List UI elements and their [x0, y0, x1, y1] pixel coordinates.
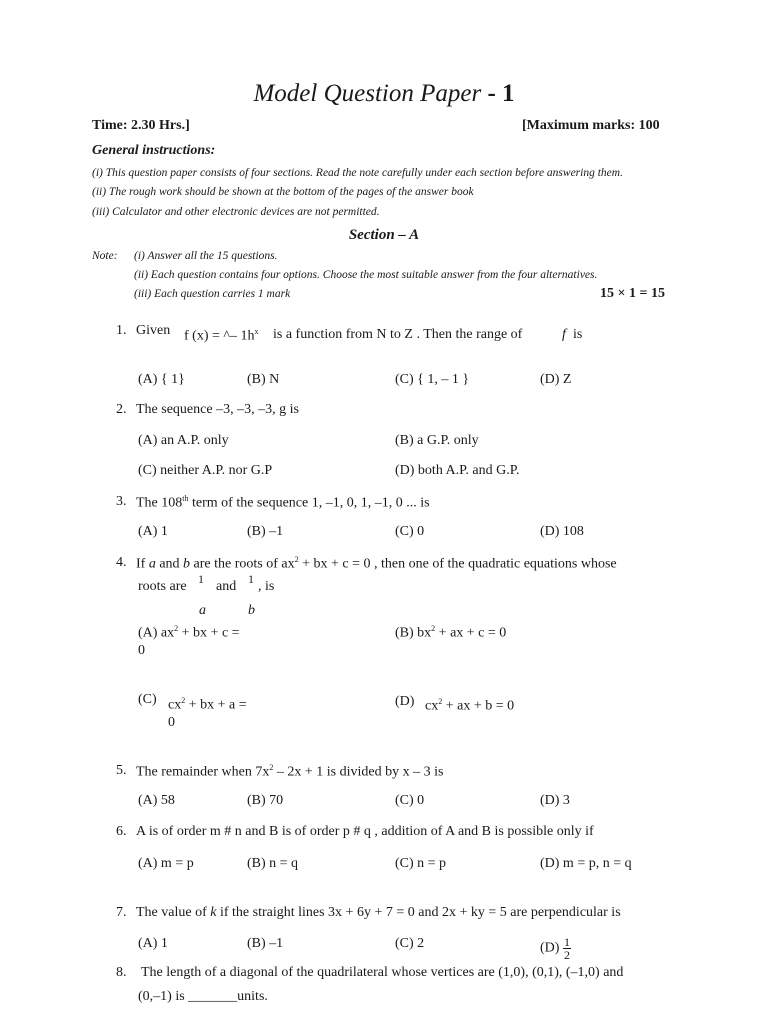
fraction-numerator: 1: [198, 572, 204, 586]
option-b: (B) a G.P. only: [395, 433, 479, 448]
fraction-denominator: b: [248, 603, 255, 618]
question-text: is: [573, 327, 583, 342]
question-text: f (x) = ^– $1h^x$: [184, 327, 259, 344]
option-a-continued: 0: [138, 643, 145, 658]
option-b: (B) N: [247, 372, 280, 387]
option-c: $cx^2$ + bx + a =: [168, 696, 247, 713]
question-text: The 108th term of the sequence 1, –1, 0, 1, –1, 0 ... is: [136, 494, 430, 511]
option-d: $cx^2$ + ax + b = 0: [425, 697, 515, 714]
max-marks-label: [Maximum marks: 100: [522, 118, 660, 133]
option-d: (D) both A.P. and G.P.: [395, 463, 520, 478]
time-label: Time: 2.30 Hrs.]: [92, 118, 190, 133]
question-number: 6.: [116, 824, 127, 839]
question-text: The value of k if the straight lines 3x + 6y + 7 = 0 and 2x + ky = 5 are perpendicular is: [136, 905, 621, 920]
fraction-one-half: $\frac{1}{2}$: [563, 935, 570, 962]
paper-title-number: - 1: [487, 80, 515, 107]
option-b: (B) n = q: [247, 856, 299, 871]
question-text: The remainder when $7x^2 - 2x + 1$ is divided by x – 3 is: [136, 763, 444, 780]
fraction-numerator: 1: [248, 572, 254, 586]
option-c-label: (C): [138, 692, 157, 707]
question-text: A is of order m # n and B is of order p # q , addition of A and B is possible only if: [136, 824, 594, 839]
option-a: (A) $ax^2$ + bx + c =: [138, 624, 240, 641]
section-marks: 15 × 1 = 15: [600, 286, 665, 301]
option-b: (B) –1: [247, 936, 284, 951]
option-d: (D) 108: [540, 524, 584, 539]
question-number: 7.: [116, 905, 127, 920]
instruction-item: (i) This question paper consists of four sections. Read the note carefully under each section before answering them.: [92, 167, 623, 179]
option-a: (A) { 1}: [138, 372, 185, 387]
note-item: (ii) Each question contains four options. Choose the most suitable answer from the four alternatives.: [134, 269, 598, 281]
question-number: 4.: [116, 555, 127, 570]
question-text: roots are: [138, 579, 187, 594]
question-number: 1.: [116, 323, 127, 338]
option-d: (D) Z: [540, 372, 572, 387]
question-text: and: [216, 579, 237, 594]
question-text: If a and b are the roots of $ax^2$ + bx + c = 0 , then one of the quadratic equations whose: [136, 555, 617, 572]
instruction-item: (iii) Calculator and other electronic devices are not permitted.: [92, 206, 380, 218]
paper-title: [0, 80, 768, 108]
instruction-item: (ii) The rough work should be shown at the bottom of the pages of the answer book: [92, 186, 474, 198]
question-text: (0,–1) is _______units.: [138, 989, 268, 1004]
section-heading: Section – A: [348, 227, 420, 243]
question-text: f: [562, 327, 566, 342]
question-text: The length of a diagonal of the quadrilateral whose vertices are (1,0), (0,1), (–1,0) and: [141, 965, 624, 980]
option-c: (C) 2: [395, 936, 425, 951]
option-b: (B) –1: [247, 524, 284, 539]
option-a: (A) 1: [138, 524, 168, 539]
general-instructions-heading: General instructions:: [92, 143, 216, 158]
option-a: (A) an A.P. only: [138, 433, 229, 448]
option-c: (C) neither A.P. nor G.P: [138, 463, 273, 478]
option-b: (B) 70: [247, 793, 284, 808]
option-c-continued: 0: [168, 715, 175, 730]
paper-title-main: Model Question Paper: [253, 80, 482, 107]
option-c: (C) 0: [395, 793, 425, 808]
option-c: (C) 0: [395, 524, 425, 539]
option-d: (D) 3: [540, 793, 570, 808]
option-d-label: (D): [395, 694, 415, 709]
note-label: Note:: [92, 250, 118, 262]
option-d: (D) $\frac{1}{2}$: [540, 935, 570, 962]
question-number: 8.: [116, 965, 127, 980]
question-number: 2.: [116, 402, 127, 417]
option-d: (D) m = p, n = q: [540, 856, 632, 871]
option-c: (C) { 1, – 1 }: [395, 372, 470, 387]
option-a: (A) m = p: [138, 856, 194, 871]
option-a: (A) 1: [138, 936, 168, 951]
option-a: (A) 58: [138, 793, 175, 808]
note-item: (iii) Each question carries 1 mark: [134, 288, 291, 300]
question-text: The sequence –3, –3, –3, g is: [136, 402, 299, 417]
question-text: , is: [258, 579, 275, 594]
option-b: (B) $bx^2$ + ax + c = 0: [395, 624, 507, 641]
question-text: is a function from N to Z . Then the range of: [273, 327, 523, 342]
fraction-denominator: a: [199, 603, 206, 618]
question-text: Given: [136, 323, 171, 338]
question-number: 5.: [116, 763, 127, 778]
option-c: (C) n = p: [395, 856, 447, 871]
question-number: 3.: [116, 494, 127, 509]
note-item: (i) Answer all the 15 questions.: [134, 250, 278, 262]
